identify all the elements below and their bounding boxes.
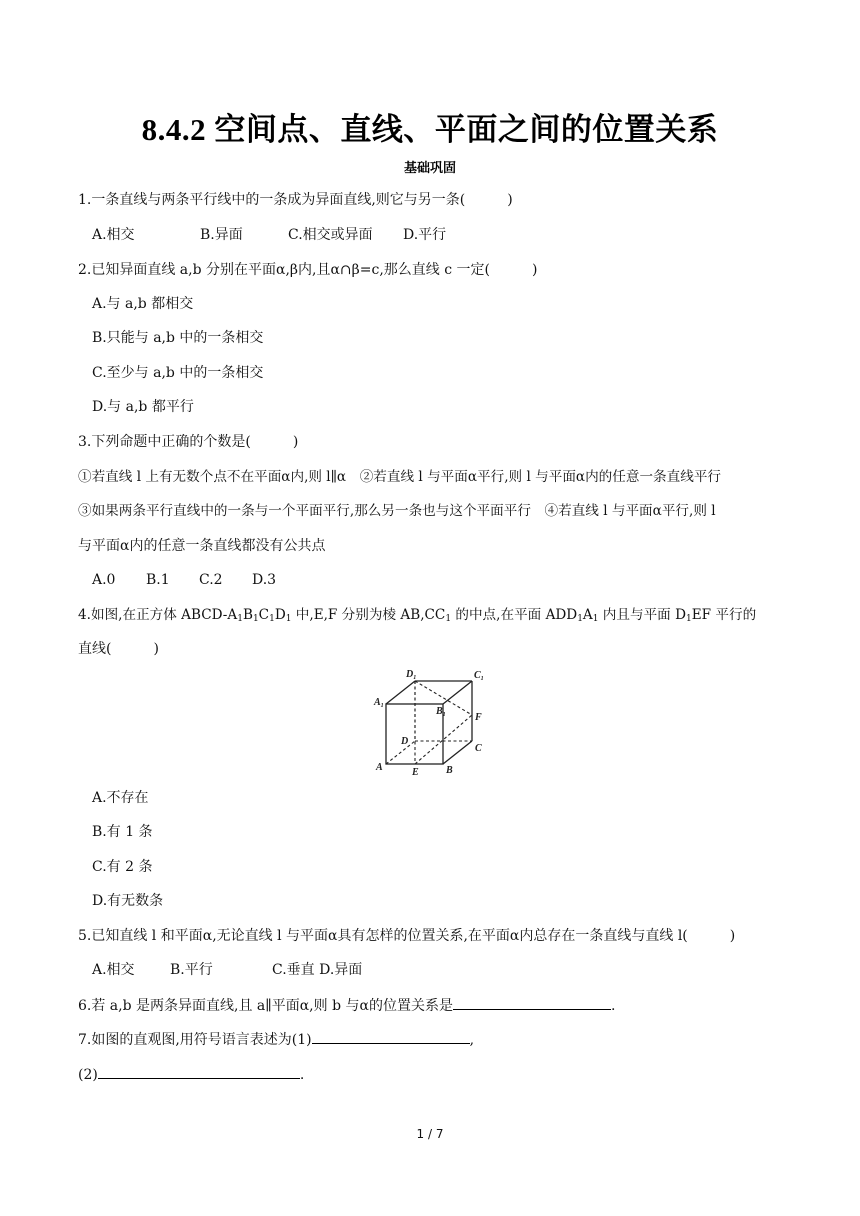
label-c: C	[475, 743, 482, 754]
question-3-stem: 3.下列命题中正确的个数是( )	[78, 434, 299, 450]
question-2-stem: 2.已知异面直线 a,b 分别在平面α,β内,且α∩β=c,那么直线 c 一定( )	[78, 262, 538, 278]
label-d1: $D_1$	[406, 669, 417, 681]
question-3-statements-3: 与平面α内的任意一条直线都没有公共点	[78, 538, 326, 554]
question-7-stem: 7.如图的直观图,用符号语言表述为(1) ,	[78, 1029, 474, 1050]
label-a: A	[376, 762, 383, 773]
cube-figure	[370, 665, 494, 779]
question-3-statements-2: ③如果两条平行直线中的一条与一个平面平行,那么另一条也与这个平面平行 ④若直线 l 与平面α平行,则 l	[78, 503, 716, 519]
q2-option-a: A.与 a,b 都相交	[92, 296, 194, 312]
q4-option-a: A.不存在	[92, 790, 149, 806]
question-4-stem-line2: 直线( )	[78, 641, 159, 657]
page-number: 1 / 7	[416, 1127, 444, 1141]
q3-option-c: C.2	[199, 572, 223, 588]
q5-option-cd: C.垂直 D.异面	[272, 962, 363, 978]
q3-option-b: B.1	[146, 572, 170, 588]
page-title: 8.4.2 空间点、直线、平面之间的位置关系	[141, 112, 719, 147]
q3-option-d: D.3	[252, 572, 277, 588]
q1-option-c: C.相交或异面	[288, 227, 373, 243]
q5-option-b: B.平行	[170, 962, 213, 978]
q1-option-a: A.相交	[92, 227, 135, 243]
q1-option-b: B.异面	[200, 227, 243, 243]
label-d: D	[401, 736, 409, 747]
question-6-stem: 6.若 a,b 是两条异面直线,且 a∥平面α,则 b 与α的位置关系是 .	[78, 995, 615, 1016]
section-heading: 基础巩固	[403, 161, 456, 176]
q5-option-a: A.相交	[92, 962, 135, 978]
label-a1: $A_1$	[374, 697, 384, 709]
label-b1: $B_1$	[436, 706, 446, 718]
label-e: E	[412, 767, 419, 778]
label-b: B	[446, 765, 453, 776]
question-3-statements-1: ①若直线 l 上有无数个点不在平面α内,则 l∥α ②若直线 l 与平面α平行,则 l 与平面α内的任意一条直线平行	[78, 469, 722, 485]
q4-option-b: B.有 1 条	[92, 824, 153, 840]
answer-blank-2[interactable]	[98, 1064, 300, 1079]
q2-option-b: B.只能与 a,b 中的一条相交	[92, 330, 264, 346]
q4-option-c: C.有 2 条	[92, 859, 153, 875]
question-5-stem: 5.已知直线 l 和平面α,无论直线 l 与平面α具有怎样的位置关系,在平面α内总存在一条直线与直线 l( )	[78, 928, 736, 944]
q2-option-d: D.与 a,b 都平行	[92, 399, 194, 415]
question-7-line2: (2) .	[78, 1064, 304, 1085]
q3-option-a: A.0	[92, 572, 116, 588]
q1-option-d: D.平行	[403, 227, 447, 243]
question-4-stem: 4.如图,在正方体 ABCD-$A_1B_1C_1D_1$ 中,E,F 分别为棱 $AB,CC_1$ 的中点,在平面 $ADD_1A_1$ 内且与平面 $D_1EF$ 平行的	[78, 607, 757, 624]
label-c1: $C_1$	[474, 670, 484, 682]
question-1-stem: 1.一条直线与两条平行线中的一条成为异面直线,则它与另一条( )	[78, 192, 513, 208]
q4-option-d: D.有无数条	[92, 893, 164, 909]
answer-blank[interactable]	[453, 995, 611, 1010]
label-f: F	[475, 712, 482, 723]
q2-option-c: C.至少与 a,b 中的一条相交	[92, 365, 264, 381]
answer-blank-1[interactable]	[312, 1029, 470, 1044]
